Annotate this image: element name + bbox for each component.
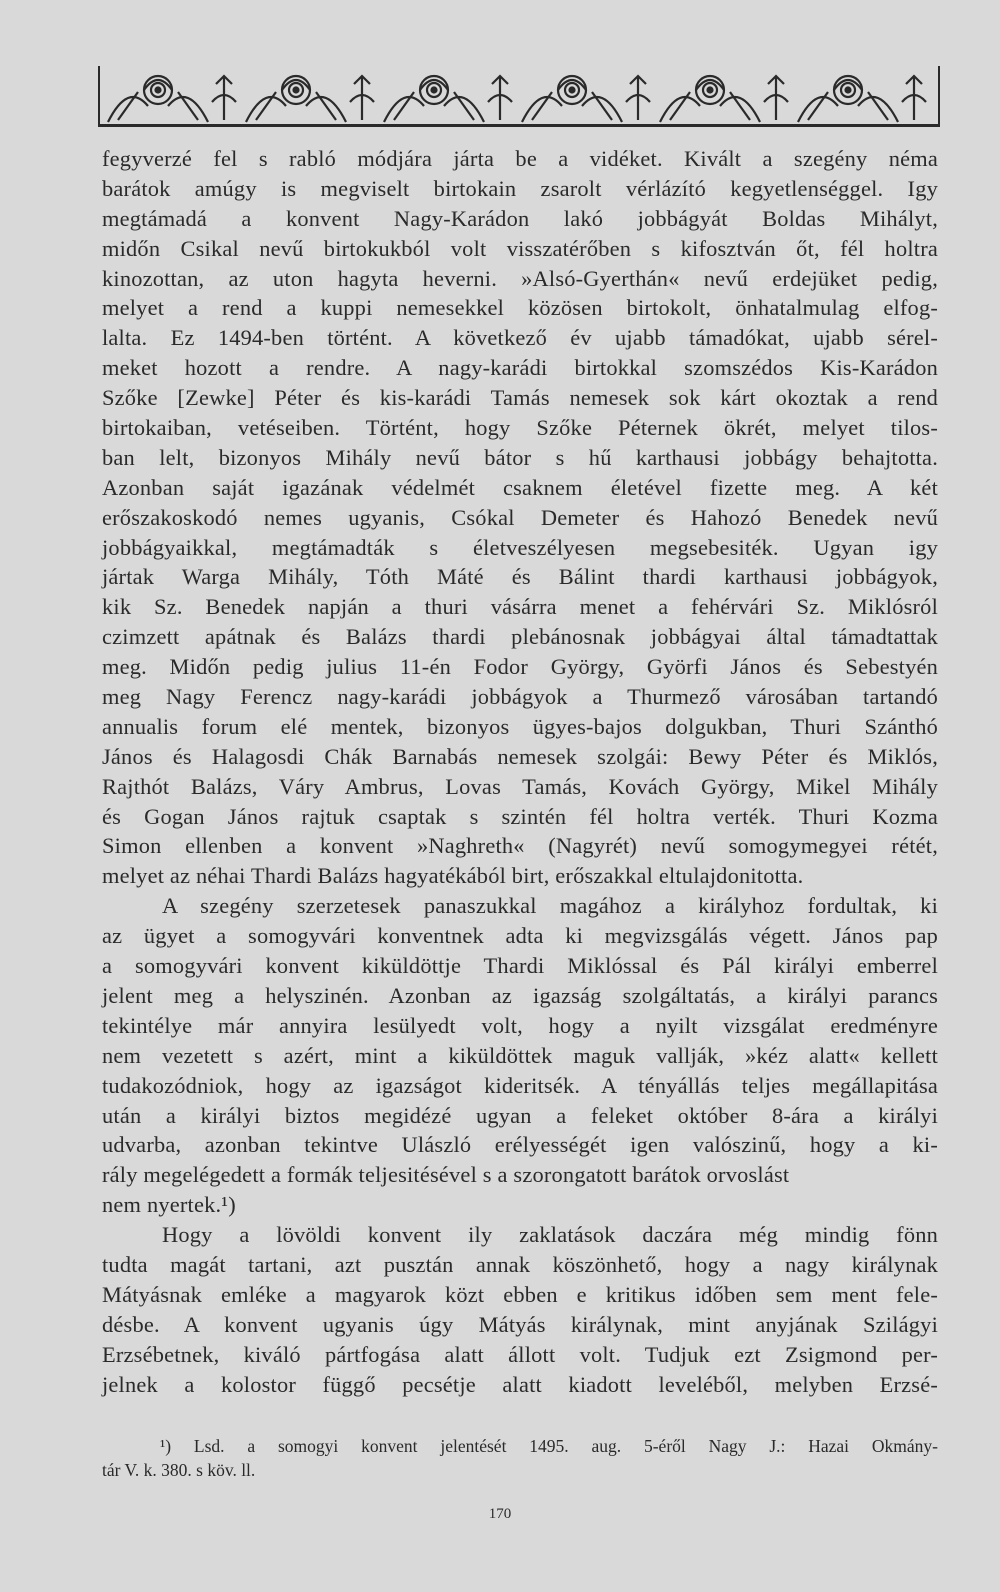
text-line: tekintélye már annyira lesülyedt volt, hogy a nyilt vizsgálat eredményre <box>102 1012 938 1038</box>
text-line: megtámadá a konvent Nagy-Karádon lakó jobbágyát Boldas Mihályt, <box>102 205 938 231</box>
text-line: kinozottan, az uton hagyta heverni. »Alsó-Gyerthán« nevű erdejüket pedig, <box>102 265 938 291</box>
text-line: erőszakoskodó nemes ugyanis, Csókal Demeter és Hahozó Benedek nevű <box>102 504 938 530</box>
text-line: nem vezetett s azért, mint a kiküldöttek maguk vallják, »kéz alatt« kellett <box>102 1042 938 1068</box>
text-line: Simon ellenben a konvent »Naghreth« (Nagyrét) nevű somogymegyei rétét, <box>102 833 938 859</box>
text-line: meg Nagy Ferencz nagy-karádi jobbágyok a Thurmező városában tartandó <box>102 684 938 710</box>
page-number: 170 <box>488 1506 512 1522</box>
text-line: birtokaiban, vetéseiben. Történt, hogy Szőke Péternek ökrét, melyet tilos- <box>102 415 938 441</box>
text-line: barátok amúgy is megviselt birtokain zsarolt vérlázító kegyetlenséggel. Igy <box>102 175 938 201</box>
text-line: jártak Warga Mihály, Tóth Máté és Bálint thardi karthausi jobbágyok, <box>102 564 938 590</box>
text-line: fegyverzé fel s rabló módjára járta be a vidéket. Kivált a szegény néma <box>102 146 938 171</box>
text-line: rály megelégedett a formák teljesitésével s a szorongatott barátok orvoslást <box>102 1162 790 1188</box>
text-line: lalta. Ez 1494-ben történt. A következő év ujabb támadókat, ujabb sérel- <box>102 325 938 351</box>
text-line: melyet az néhai Thardi Balázs hagyatékából birt, erőszakkal eltulajdonitotta. <box>102 863 804 889</box>
text-line: jobbágyaikkal, megtámadták s életveszélyesen megsebesiték. Ugyan igy <box>102 534 938 560</box>
text-line: tudakozódniok, hogy az igazságot kideritsék. A tényállás teljes megállapitása <box>102 1072 938 1098</box>
text-line: annualis forum elé mentek, bizonyos ügyes-bajos dolgukban, Thuri Szánthó <box>102 713 938 739</box>
footnote-line: ¹) Lsd. a somogyi konvent jelentését 1495. aug. 5-éről Nagy J.: Hazai Okmány- <box>160 1436 938 1456</box>
text-line: meg. Midőn pedig julius 11-én Fodor György, Györfi János és Sebestyén <box>102 654 938 680</box>
text-line: ban lelt, bizonyos Mihály nevű bátor s hű karthausi jobbágy behajtotta. <box>102 444 938 470</box>
text-line: és Gogan János rajtuk csaptak s szintén fél holtra verték. Thuri Kozma <box>102 803 938 829</box>
text-line: János és Halagosdi Chák Barnabás nemesek szolgái: Bewy Péter és Miklós, <box>102 743 938 769</box>
text-line: czimzett apátnak és Balázs thardi plebánosnak jobbágyai által támadtattak <box>102 624 938 650</box>
text-line: Azonban saját igazának védelmét csaknem életével fizette meg. A két <box>102 474 938 500</box>
floral-border-ornament-icon <box>98 62 940 130</box>
text-line: désbe. A konvent ugyanis úgy Mátyás királynak, mint anyjának Szilágyi <box>102 1311 938 1337</box>
body-text <box>102 144 938 1399</box>
text-line: melyet a rend a kuppi nemesekkel közösen birtokolt, önhatalmulag elfog- <box>102 295 938 321</box>
text-line: A szegény szerzetesek panaszukkal magához a királyhoz fordultak, ki <box>162 893 938 919</box>
text-line: után a királyi biztos megidézé ugyan a feleket október 8-ára a királyi <box>102 1102 938 1128</box>
text-line: Mátyásnak emléke a magyarok közt ebben e kritikus időben sem ment fele- <box>102 1281 938 1307</box>
text-line: tudta magát tartani, azt pusztán annak köszönhető, hogy a nagy királynak <box>102 1251 938 1277</box>
text-line: kik Sz. Benedek napján a thuri vásárra menet a fehérvári Sz. Miklósról <box>102 594 938 620</box>
text-line: Szőke [Zewke] Péter és kis-karádi Tamás nemesek sok kárt okoztak a rend <box>102 385 938 411</box>
text-line: jelent meg a helyszinén. Azonban az igazság szolgáltatás, a királyi parancs <box>102 982 938 1008</box>
text-line: a somogyvári konvent kiküldöttje Thardi Miklóssal és Pál királyi emberrel <box>102 953 938 979</box>
text-line: Hogy a lövöldi konvent ily zaklatások daczára még mindig fönn <box>162 1222 938 1248</box>
text-line: meket hozott a rendre. A nagy-karádi birtokkal szomszédos Kis-Karádon <box>102 355 938 381</box>
text-line: nem nyertek.¹) <box>102 1192 236 1218</box>
text-line: Rajthót Balázs, Váry Ambrus, Lovas Tamás, Kovách György, Mikel Mihály <box>102 773 938 799</box>
text-line: jelnek a kolostor függő pecsétje alatt kiadott leveléből, melyben Erzsé- <box>102 1371 938 1397</box>
footnotes <box>102 1434 938 1482</box>
text-line: midőn Csikal nevű birtokukból volt visszatérőben s kifosztván őt, fél holtra <box>102 235 938 261</box>
text-line: udvarba, azonban tekintve Ulászló erélyességét igen valószinű, hogy a ki- <box>102 1132 938 1158</box>
text-line: Erzsébetnek, kiváló pártfogása alatt állott volt. Tudjuk ezt Zsigmond per- <box>102 1341 938 1367</box>
text-line: az ügyet a somogyvári konventnek adta ki megvizsgálás végett. János pap <box>102 923 938 949</box>
footnote-line: tár V. k. 380. s köv. ll. <box>102 1460 256 1480</box>
